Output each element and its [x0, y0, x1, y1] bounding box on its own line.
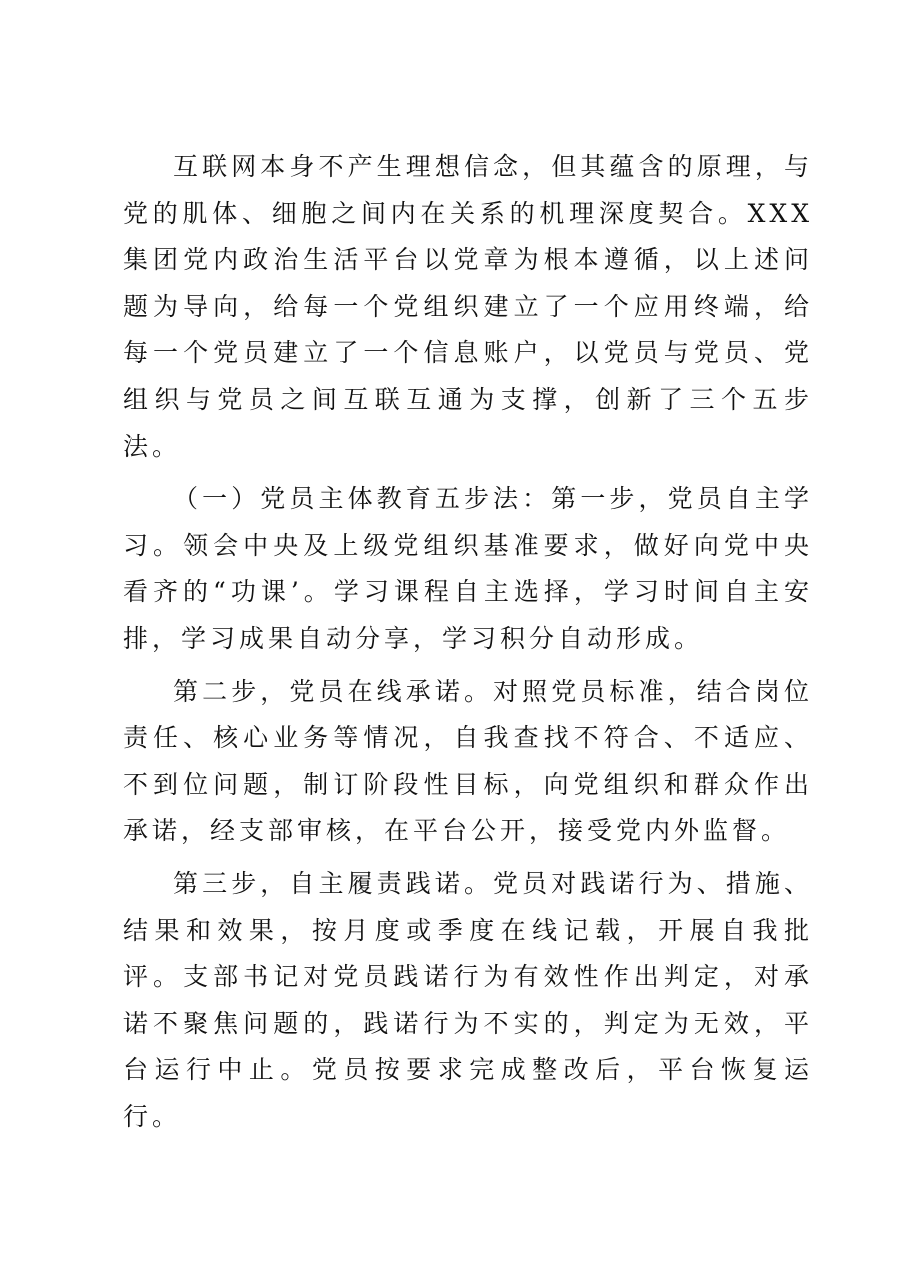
document-body — [123, 144, 813, 1140]
paragraph-2: （一）党员主体教育五步法：第一步，党员自主学习。领会中央及上级党组织基准要求，做好向党中央看齐的“功课’。学习课程自主选择，学习时间自主安排，学习成果自动分享，学习积分自动形成。 — [123, 484, 813, 653]
paragraph-1: 互联网本身不产生理想信念，但其蕴含的原理，与党的肌体、细胞之间内在关系的机理深度契合。XXX集团党内政治生活平台以党章为根本遵循，以上述问题为导向，给每一个党组织建立了一个应用终端，给每一个党员建立了一个信息账户，以党员与党员、党组织与党员之间互联互通为支撑，创新了三个五步法。 — [123, 152, 813, 461]
paragraph-4: 第三步，自主履责践诺。党员对践诺行为、措施、结果和效果，按月度或季度在线记载，开展自我批评。支部书记对党员践诺行为有效性作出判定，对承诺不聚焦问题的，践诺行为不实的，判定为无效，平台运行中止。党员按要求完成整改后，平台恢复运行。 — [123, 868, 813, 1131]
paragraph-3: 第二步，党员在线承诺。对照党员标准，结合岗位责任、核心业务等情况，自我查找不符合、不适应、不到位问题，制订阶段性目标，向党组织和群众作出承诺，经支部审核，在平台公开，接受党内外监督。 — [123, 676, 813, 846]
